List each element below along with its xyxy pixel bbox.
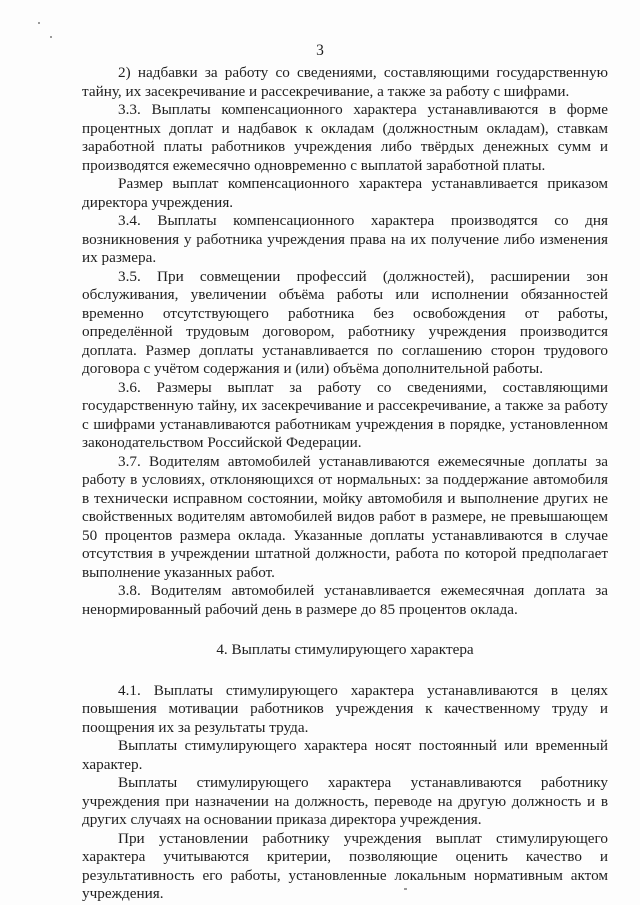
paragraph-incentive-assignment: Выплаты стимулирующего характера устанавливаются работнику учреждения при назначении на должность, переводе на другую должность и в других случаях на основании приказа директора учреждения.	[82, 774, 608, 828]
paragraph-3-8: 3.8. Водителям автомобилей устанавливается ежемесячная доплата за ненормированный рабочий день в размере до 85 процентов оклада.	[82, 582, 608, 618]
paragraph-3-3: 3.3. Выплаты компенсационного характера устанавливаются в форме процентных доплат и надбавок к окладам (должностным окладам), ставкам заработной платы работников учреждения либо твёрдых денежных сумм и производятся ежемесячно одновременно с выплатой заработной платы.	[82, 101, 608, 174]
scan-speck	[38, 22, 40, 24]
paragraph-compensation-size: Размер выплат компенсационного характера устанавливается приказом директора учреждения.	[82, 175, 608, 211]
paragraph-2-item: 2) надбавки за работу со сведениями, составляющими государственную тайну, их засекречивание и рассекречивание, а также за работу с шифрами.	[82, 64, 608, 100]
paragraph-incentive-criteria: При установлении работнику учреждения выплат стимулирующего характера учитываются критерии, позволяющие оценить качество и результативность его работы, установленные локальным нормативным актом учреждения.	[82, 829, 608, 902]
paragraph-3-4: 3.4. Выплаты компенсационного характера производятся со дня возникновения у работника учреждения права на их получение либо изменения их размера.	[82, 212, 608, 266]
paragraph-incentive-type: Выплаты стимулирующего характера носят постоянный или временный характер.	[82, 737, 608, 773]
paragraph-3-7: 3.7. Водителям автомобилей устанавливаются ежемесячные доплаты за работу в условиях, отклоняющихся от нормальных: за поддержание автомобиля в технически исправном состоянии, мойку автомобиля и выполнение других не свойственных водителям автомобилей видов работ в размере, не превышающем 50 процентов размера оклада. Указанные доплаты устанавливаются в случае отсутствия в учреждении штатной должности, работа по которой предполагает выполнение указанных работ.	[82, 452, 608, 581]
page-number: 3	[316, 42, 324, 59]
section-heading: 4. Выплаты стимулирующего характера	[216, 641, 474, 658]
paragraph-3-6: 3.6. Размеры выплат за работу со сведениями, составляющими государственную тайну, их засекречивание и рассекречивание, а также за работу с шифрами устанавливаются работникам учреждения в порядке, установленном законодательством Российской Федерации.	[82, 378, 608, 451]
paragraph-4-1: 4.1. Выплаты стимулирующего характера устанавливаются в целях повышения мотивации работников учреждения к качественному труду и поощрения их за результаты труда.	[82, 681, 608, 736]
document-body	[82, 64, 608, 904]
paragraph-3-5: 3.5. При совмещении профессий (должностей), расширении зон обслуживания, увеличении объёма работы или исполнении обязанностей временно отсутствующего работника без освобождения от работы, определённой трудовым договором, работнику учреждения производится доплата. Размер доплаты устанавливается по соглашению сторон трудового договора с учётом содержания и (или) объёма дополнительной работы.	[82, 267, 608, 377]
scan-speck	[50, 36, 52, 38]
